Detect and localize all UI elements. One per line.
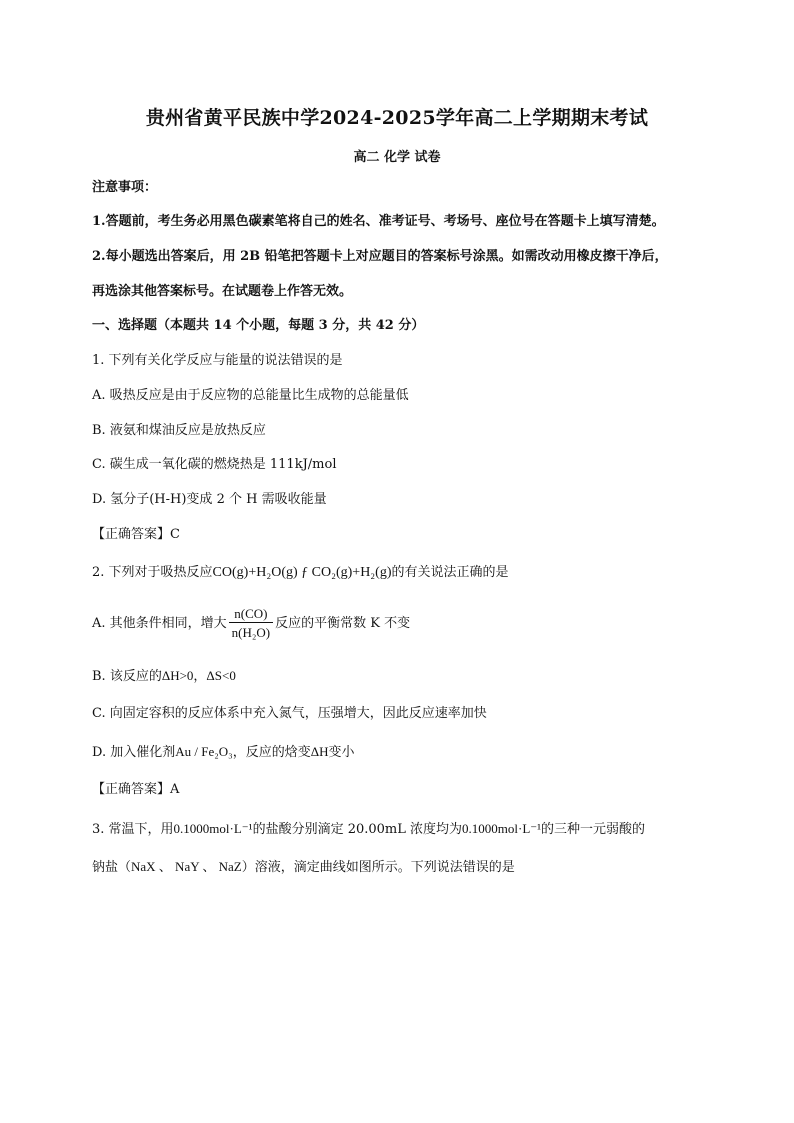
q3-line1-c: 的三种一元弱酸的	[541, 822, 646, 837]
q1-option-c: C. 碳生成一氧化碳的燃烧热是 111kJ/mol	[92, 457, 337, 472]
q1-option-d: D. 氢分子(H-H)变成 2 个 H 需吸收能量	[92, 492, 327, 507]
exam-subtitle: 高二 化学 试卷	[353, 150, 441, 165]
q3-concentration-1: 0.1000mol·L⁻¹	[173, 821, 253, 836]
q1-stem: 1. 下列有关化学反应与能量的说法错误的是	[92, 353, 343, 368]
notice-item-2b: 再选涂其他答案标号。在试题卷上作答无效。	[92, 284, 353, 299]
q3-line-2	[92, 857, 515, 878]
q3-line-1	[92, 819, 645, 840]
q2-stem	[92, 563, 509, 583]
q2-option-d-suffix: ，反应的焓变	[232, 745, 311, 760]
q3-line1-a: 3. 常温下，用	[92, 822, 174, 837]
q2-delta-h: ΔH	[310, 744, 329, 759]
q2-option-a-prefix: A. 其他条件相同，增大	[92, 616, 227, 631]
q3-concentration-2: 0.1000mol·L⁻¹	[462, 821, 542, 836]
q2-option-d-tail: 变小	[328, 745, 355, 760]
q2-equation: CO(g)+H₂O(g) ƒ CO₂(g)+H₂(g)	[212, 565, 392, 580]
q3-line2-b: ）溶液，滴定曲线如图所示。下列说法错误的是	[241, 860, 515, 875]
notice-item-1: 1.答题前，考生务必用黑色碳素笔将自己的姓名、准考证号、考场号、座位号在答题卡上填写清楚。	[92, 214, 665, 229]
q2-ratio-numerator: n(CO)	[229, 605, 273, 623]
q2-catalyst: Au / Fe₂O₃	[175, 744, 233, 759]
q2-option-d-prefix: D. 加入催化剂	[92, 745, 176, 760]
q2-option-a	[92, 604, 410, 644]
exam-title: 贵州省黄平民族中学2024-2025学年高二上学期期末考试	[145, 107, 649, 129]
q3-line1-b: 的盐酸分别滴定 20.00mL 浓度均为	[252, 822, 463, 837]
notice-heading: 注意事项：	[92, 180, 158, 195]
notice-item-2a: 2.每小题选出答案后，用 2B 铅笔把答题卡上对应题目的答案标号涂黑。如需改动用橡皮擦干净后，	[92, 249, 668, 264]
q2-option-c: C. 向固定容积的反应体系中充入氮气，压强增大，因此反应速率加快	[92, 706, 487, 721]
section-heading: 一、选择题（本题共 14 个小题，每题 3 分，共 42 分）	[92, 318, 425, 333]
q2-option-b	[92, 666, 236, 687]
q1-answer: 【正确答案】C	[92, 527, 180, 542]
q3-salts: NaX 、 NaY 、 NaZ	[131, 859, 242, 874]
q2-option-a-suffix: 反应的平衡常数 K 不变	[275, 616, 411, 631]
q2-option-d	[92, 742, 354, 763]
q2-stem-suffix: 的有关说法正确的是	[391, 565, 509, 580]
q1-option-a: A. 吸热反应是由于反应物的总能量比生成物的总能量低	[92, 388, 409, 403]
q2-option-b-math: ΔH>0，ΔS<0	[161, 668, 236, 683]
q2-answer: 【正确答案】A	[92, 782, 180, 797]
q3-line2-a: 钠盐（	[92, 860, 132, 875]
q2-ratio-fraction	[229, 605, 273, 642]
q1-option-b: B. 液氨和煤油反应是放热反应	[92, 423, 266, 438]
q2-stem-prefix: 2. 下列对于吸热反应	[92, 565, 213, 580]
q2-option-b-prefix: B. 该反应的	[92, 669, 162, 684]
q2-ratio-denominator: n(H₂O)	[231, 625, 271, 640]
